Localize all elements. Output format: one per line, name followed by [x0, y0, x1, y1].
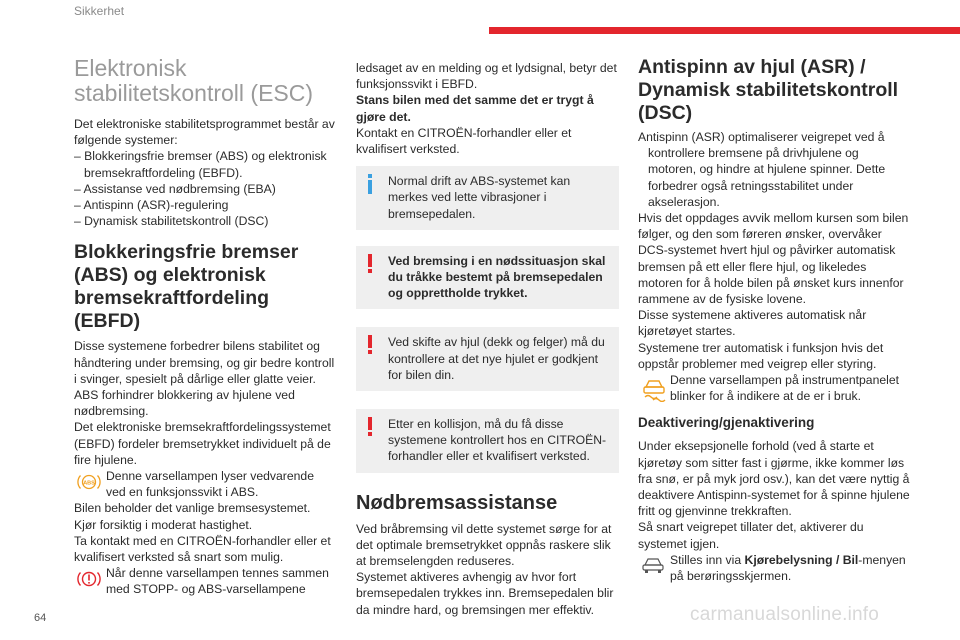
ebfd-continuation: ledsaget av en melding og et lydsignal, betyr det funksjonssvikt i EBFD.: [356, 61, 617, 92]
esc-list-item: – Blokkeringsfrie bremser (ABS) og elektronisk bremsekraftfordeling (EBFD).: [74, 149, 327, 180]
deactivation-paragraph: Så snart veigrepet tillater det, aktiverer du systemet igjen.: [638, 520, 864, 551]
deactivation-paragraph: Under eksepsjonelle forhold (ved å starte et kjøretøy som sitter fast i gjørme, ikke kommer løs fra snø, er på myk jord osv.), kan det være nyttig å deaktivere Antispinn-systemet for å spinne hjulene fritt og gjenvinne trekkraften.: [638, 439, 910, 519]
page-number: 64: [34, 612, 47, 624]
brake-warning-text: Når denne varsellampen tennes sammen med STOPP- og ABS-varsellampene: [106, 566, 329, 597]
abs-title: Blokkeringsfrie bremser (ABS) og elektronisk bremsekraftfordeling (EBFD): [74, 241, 299, 333]
asr-warning-text: Denne varsellampen på instrumentpanelet blinker for å indikere at de er i bruk.: [670, 373, 899, 404]
warning-box: [356, 409, 619, 473]
settings-menu-name: Kjørebelysning / Bil: [744, 552, 859, 567]
abs-paragraph: Ta kontakt med en CITROËN-forhandler eller et kvalifisert verksted så snart som mulig.: [74, 533, 331, 565]
abs-warning-row: [76, 468, 336, 500]
warning-exclamation-icon: [366, 417, 374, 442]
abs-warning-icon: [76, 472, 106, 494]
esc-list-item: – Dynamisk stabilitetskontroll (DSC): [74, 214, 269, 229]
info-box: [356, 166, 619, 230]
asr-warning-row: [640, 372, 910, 404]
info-box-text: Normal drift av ABS-systemet kan merkes ved lette vibrasjoner i bremsepedalen.: [388, 174, 571, 221]
settings-text-prefix: Stilles inn via: [670, 552, 745, 567]
asr-paragraph: Systemene trer automatisk i funksjon hvis det oppstår problemer med veigrep eller styring.: [638, 340, 884, 371]
brake-warning-icon: [76, 569, 106, 591]
asr-paragraph: Hvis det oppdages avvik mellom kursen som bilen følger, og den som føreren ønsker, overvåker DCS-systemet hvert hjul og påvirker automatisk bremsen på ett eller flere hjul, og likeledes motoren for å holde bilen på ønsket kurs innenfor rammene av de fysiske lovene.: [638, 211, 909, 307]
abs-warning-text: Denne varsellampen lyser vedvarende ved en funksjonssvikt i ABS.: [106, 469, 314, 500]
car-settings-icon: [640, 556, 670, 578]
eba-paragraph: Systemet aktiveres avhengig av hvor fort bremsepedalen trykkes inn. Bremsepedalen blir da mindre hard, og bremsingen mer effektiv.: [356, 570, 614, 617]
warning-box: [356, 246, 619, 310]
stop-instruction: Stans bilen med det samme det er trygt å gjøre det.: [356, 93, 594, 124]
esc-intro: Det elektroniske stabilitetsprogrammet består av følgende systemer:: [74, 117, 335, 148]
section-label: Sikkerhet: [74, 4, 125, 18]
contact-instruction: Kontakt en CITROËN-forhandler eller et kvalifisert verksted.: [356, 125, 572, 157]
asr-paragraph: Disse systemene aktiveres automatisk når kjøretøyet startes.: [638, 308, 867, 339]
column-1: [74, 48, 336, 598]
settings-text: [670, 552, 910, 584]
esc-list-item: – Antispinn (ASR)-regulering: [74, 198, 229, 213]
abs-paragraph: Det elektroniske bremsekraftfordelingssystemet (EBFD) fordeler bremsetrykket individuelt på de fire hjulene.: [74, 420, 331, 467]
eba-paragraph: Ved bråbremsing vil dette systemet sørge for at det optimale bremsetrykket oppnås raskere slik at bremselengden reduseres.: [356, 521, 612, 569]
svg-text:ABS: ABS: [83, 480, 95, 487]
warning-box-text: Etter en kollisjon, må du få disse systemene kontrollert hos en CITROËN-forhandler eller et kvalifisert verksted.: [388, 417, 607, 464]
warning-exclamation-icon: [366, 254, 374, 279]
abs-paragraph: Disse systemene forbedrer bilens stabilitet og håndtering under bremsing, og gir bedre kontroll i svinger, spesielt på dårlige eller glatte veier.: [74, 339, 335, 386]
brake-warning-row: [76, 565, 336, 597]
asr-paragraph: Antispinn (ASR) optimaliserer veigrepet ved å kontrollere bremsene på drivhjulene og motoren, og hindre at hjulene spinner. Dette forbedrer også retningsstabilitet under akselerasjon.: [638, 130, 886, 209]
abs-paragraph: Bilen beholder det vanlige bremsesystemet. Kjør forsiktig i moderat hastighet.: [74, 501, 311, 532]
skidding-car-icon: [640, 376, 670, 402]
esc-list-item: – Assistanse ved nødbremsing (EBA): [74, 181, 276, 196]
info-icon: [366, 174, 374, 199]
warning-box: [356, 327, 619, 391]
settings-text-suffix: -menyen på berøringsskjermen.: [670, 552, 906, 584]
settings-row: [640, 552, 910, 584]
abs-paragraph: ABS forhindrer blokkering av hjulene ved nødbremsing.: [74, 388, 295, 419]
warning-box-text: Ved bremsing i en nødssituasjon skal du tråkke bestemt på bremsepedalen og opprettholde trykket.: [388, 253, 606, 301]
watermark: carmanualsonline.info: [690, 604, 880, 625]
column-2: [356, 60, 619, 618]
esc-title: Elektronisk stabilitetskontroll (ESC): [74, 55, 314, 106]
deactivation-title: Deaktivering/gjenaktivering: [638, 415, 815, 431]
asr-title: Antispinn av hjul (ASR) / Dynamisk stabilitetskontroll (DSC): [638, 56, 899, 124]
eba-title: Nødbremsassistanse: [356, 491, 558, 514]
warning-box-text: Ved skifte av hjul (dekk og felger) må du kontrollere at det nye hjulet er godkjent for bilen din.: [388, 335, 605, 382]
header-accent-bar: [489, 27, 960, 34]
column-3: [638, 56, 910, 584]
warning-exclamation-icon: [366, 335, 374, 360]
